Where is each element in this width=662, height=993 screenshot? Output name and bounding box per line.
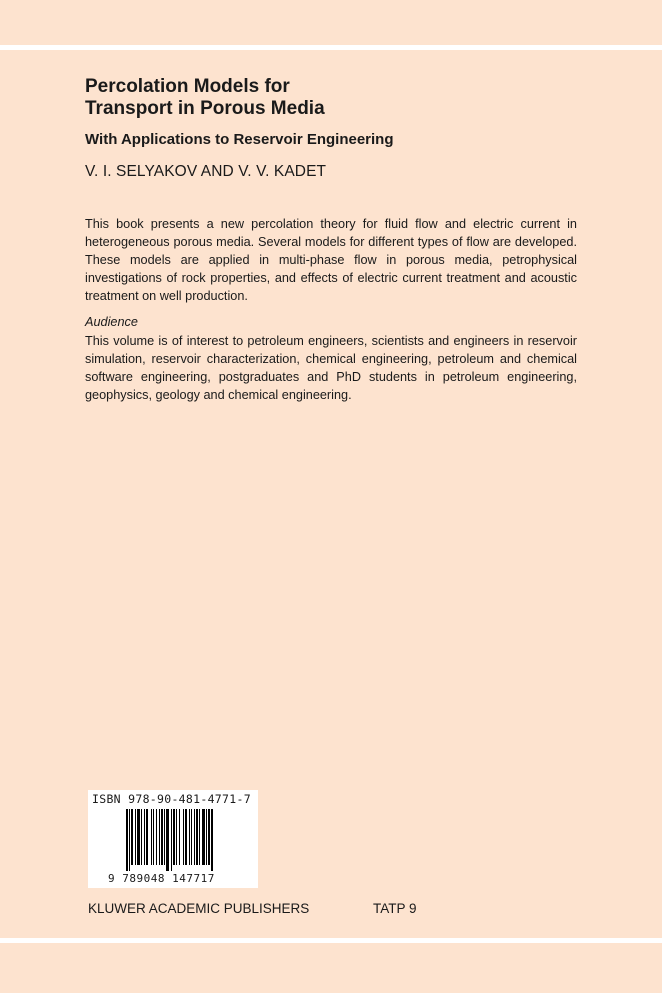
- barcode-stripe: [206, 809, 207, 865]
- barcode-stripe: [199, 809, 200, 865]
- description-paragraph: This book presents a new percolation theory for fluid flow and electric current in heterogeneous porous media. Several models for different types of flow are developed. These models are applied in multi-phase flow in porous media, petrophysical investigations of rock properties, and effects of electric current treatment and acoustic treatment on well production.: [85, 217, 577, 303]
- barcode-stripe: [126, 809, 128, 871]
- barcode-stripe: [191, 809, 192, 865]
- barcode-stripe: [194, 809, 195, 865]
- barcode-stripe: [202, 809, 205, 865]
- barcode-stripe: [208, 809, 210, 865]
- barcode-bars: [126, 809, 226, 871]
- ean-digits: 9 789048 147717: [108, 872, 215, 885]
- barcode-stripe: [166, 809, 169, 871]
- barcode-stripe: [146, 809, 148, 865]
- bottom-rule: [0, 938, 662, 943]
- audience-heading: Audience: [85, 315, 138, 329]
- barcode-stripe: [211, 809, 213, 871]
- barcode-stripe: [179, 809, 180, 865]
- barcode-stripe: [159, 809, 160, 865]
- authors: V. I. SELYAKOV AND V. V. KADET: [85, 163, 327, 180]
- barcode-stripe: [137, 809, 140, 865]
- barcode-stripe: [173, 809, 175, 865]
- audience-paragraph: This volume is of interest to petroleum engineers, scientists and engineers in reservoir simulation, reservoir characterization, chemical engineering, petroleum and chemical software engineering, postgraduates and PhD students in petroleum engineering, geophysics, geology and chemical engineering.: [85, 334, 577, 402]
- barcode-stripe: [183, 809, 184, 865]
- top-rule: [0, 45, 662, 50]
- barcode-stripe: [151, 809, 152, 865]
- barcode-stripe: [185, 809, 187, 865]
- book-subtitle: With Applications to Reservoir Engineering: [85, 131, 394, 148]
- isbn-barcode: [88, 790, 258, 888]
- series-code: TATP 9: [373, 901, 417, 916]
- barcode-stripe: [196, 809, 198, 865]
- barcode-stripe: [171, 809, 172, 871]
- book-title: [85, 76, 585, 120]
- title-line-2: Transport in Porous Media: [85, 98, 325, 119]
- barcode-stripe: [135, 809, 136, 865]
- barcode-stripe: [176, 809, 177, 865]
- barcode-stripe: [189, 809, 190, 865]
- barcode-stripe: [156, 809, 157, 865]
- barcode-stripe: [153, 809, 154, 865]
- barcode-stripe: [164, 809, 165, 865]
- isbn-label: ISBN 978-90-481-4771-7: [92, 792, 251, 806]
- barcode-stripe: [131, 809, 133, 865]
- title-line-1: Percolation Models for: [85, 76, 290, 97]
- barcode-stripe: [144, 809, 145, 865]
- barcode-stripe: [129, 809, 130, 871]
- publisher-name: KLUWER ACADEMIC PUBLISHERS: [88, 901, 310, 916]
- barcode-stripe: [161, 809, 163, 865]
- barcode-stripe: [141, 809, 142, 865]
